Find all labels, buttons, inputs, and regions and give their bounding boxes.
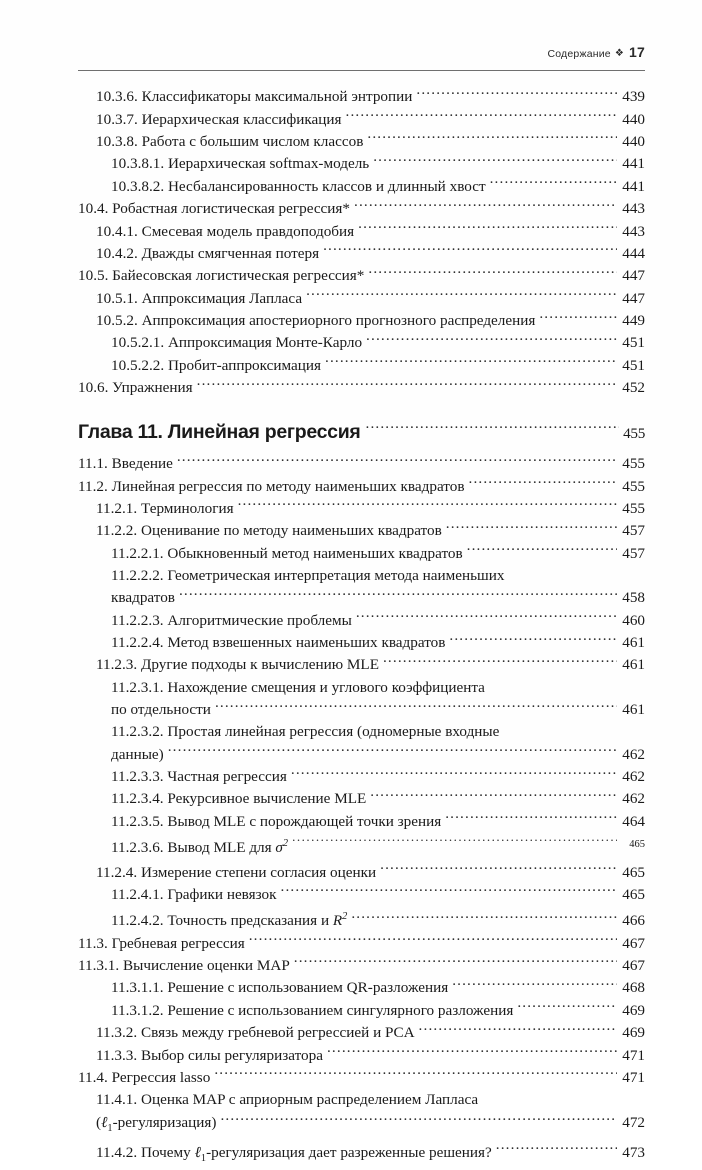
toc-entry[interactable]: [96, 1089, 645, 1111]
toc-entry-title: 11.2.3.5. Вывод MLE с порождающей точки зрения: [111, 812, 442, 830]
dot-leader: [370, 788, 617, 803]
toc-entry-title: 11.2.4.2. Точность предсказания и $R^2$: [111, 911, 348, 930]
dot-leader: [354, 198, 617, 213]
dot-leader: [467, 543, 617, 558]
toc-entry-title: 11.2.3.1. Нахождение смещения и углового коэффициента: [111, 678, 485, 696]
toc-entry-page: 455: [622, 477, 645, 495]
toc-entry[interactable]: [78, 198, 645, 220]
toc-entry[interactable]: [111, 699, 645, 721]
dot-leader: [197, 377, 617, 392]
toc-entry-title: 11.2.3.3. Частная регрессия: [111, 768, 287, 786]
toc-entry-page: 461: [622, 656, 645, 674]
dot-leader: [346, 108, 618, 123]
table-of-contents: [78, 86, 645, 1170]
toc-entry[interactable]: [78, 932, 645, 954]
toc-entry[interactable]: [111, 587, 645, 609]
dot-leader: [539, 310, 617, 325]
toc-entry[interactable]: [78, 955, 645, 977]
toc-entry-page: 466: [622, 912, 645, 930]
dot-leader: [356, 610, 617, 625]
toc-entry-title: 11.3.3. Выбор силы регуляризатора: [96, 1046, 323, 1064]
toc-entry[interactable]: [111, 906, 645, 932]
toc-entry-title: 11.2.3. Другие подходы к вычислению MLE: [96, 656, 379, 674]
toc-entry-page: 467: [622, 934, 645, 952]
dot-leader: [446, 520, 617, 535]
toc-entry[interactable]: [111, 811, 645, 833]
dot-leader: [445, 811, 617, 826]
toc-entry[interactable]: [111, 355, 645, 377]
toc-entry[interactable]: [96, 243, 645, 265]
toc-entry-title: 10.5.2. Аппроксимация апостериорного прогнозного распределения: [96, 312, 536, 330]
chapter-title: Глава 11. Линейная регрессия: [78, 420, 361, 443]
toc-entry-title: 11.2.3.4. Рекурсивное вычисление MLE: [111, 790, 367, 808]
toc-entry-page: 468: [622, 979, 645, 997]
toc-entry-page: 441: [622, 177, 645, 195]
toc-entry-title: 11.3.1.1. Решение с использованием QR-разложения: [111, 979, 449, 997]
toc-entry[interactable]: [111, 332, 645, 354]
toc-entry[interactable]: [96, 220, 645, 242]
toc-entry-page: 439: [622, 88, 645, 106]
toc-entry-title: 11.3. Гребневая регрессия: [78, 934, 245, 952]
toc-entry[interactable]: [96, 861, 645, 883]
toc-entry-title: 11.2.1. Терминология: [96, 499, 234, 517]
toc-entry[interactable]: [96, 86, 645, 108]
toc-entry-title: 11.4.1. Оценка MAP с априорным распределением Лапласа: [96, 1091, 479, 1109]
toc-entry[interactable]: [96, 654, 645, 676]
toc-entry-title: 10.4.2. Дважды смягченная потеря: [96, 244, 320, 262]
dot-leader: [373, 153, 617, 168]
running-header: [78, 44, 645, 60]
dot-leader: [380, 861, 617, 876]
toc-entry-page: 457: [622, 544, 645, 562]
toc-entry-title: квадратов: [111, 589, 175, 607]
toc-entry-page: 451: [622, 356, 645, 374]
dot-leader: [366, 332, 617, 347]
toc-entry[interactable]: [96, 108, 645, 130]
diamond-ornament-icon: ❖: [614, 48, 625, 59]
dot-leader: [291, 766, 617, 781]
toc-entry[interactable]: [96, 498, 645, 520]
dot-leader: [294, 955, 617, 970]
toc-entry[interactable]: [111, 766, 645, 788]
toc-entry-page: 444: [622, 244, 645, 262]
toc-entry-title: 11.4.2. Почему ℓ$_1$-регуляризация дает разреженные решения?: [96, 1142, 492, 1164]
toc-entry-title: 11.2.2.4. Метод взвешенных наименьших квадратов: [111, 634, 446, 652]
toc-entry-title: 10.3.8.2. Несбалансированность классов и длинный хвост: [111, 177, 486, 195]
toc-entry[interactable]: [111, 884, 645, 906]
toc-entry-title: 10.3.8.1. Иерархическая softmax-модель: [111, 155, 370, 173]
toc-entry[interactable]: [96, 131, 645, 153]
dot-leader: [215, 699, 617, 714]
toc-entry[interactable]: [111, 721, 645, 743]
toc-entry-page: 447: [622, 267, 645, 285]
dot-leader: [490, 176, 617, 191]
toc-entry-title: 10.5. Байесовская логистическая регрессия*: [78, 267, 365, 285]
toc-entry-page: 455: [622, 455, 645, 473]
toc-entry-page: 462: [622, 745, 645, 763]
toc-entry-title: 11.2.3.2. Простая линейная регрессия (одномерные входные: [111, 723, 500, 741]
toc-entry-title: 10.4. Робастная логистическая регрессия*: [78, 200, 351, 218]
dot-leader: [177, 453, 617, 468]
toc-entry-title: (ℓ$_1$-регуляризация): [96, 1113, 217, 1135]
toc-entry-page: 458: [622, 589, 645, 607]
dot-leader: [351, 910, 617, 925]
toc-entry-title: 10.5.1. Аппроксимация Лапласа: [96, 289, 303, 307]
toc-entry-title: 11.2.2. Оценивание по методу наименьших квадратов: [96, 522, 442, 540]
toc-entry-page: 473: [622, 1143, 645, 1161]
toc-entry-title: 11.3.2. Связь между гребневой регрессией и PCA: [96, 1024, 415, 1042]
toc-entry-page: 441: [622, 155, 645, 173]
dot-leader: [416, 86, 617, 101]
dot-leader: [292, 837, 617, 852]
dot-leader: [323, 243, 617, 258]
toc-entry-page: 464: [622, 812, 645, 830]
header-divider: [78, 70, 645, 71]
toc-entry-page: 443: [622, 200, 645, 218]
toc-entry-page: 449: [622, 312, 645, 330]
toc-entry[interactable]: [78, 475, 645, 497]
toc-entry[interactable]: [111, 565, 645, 587]
toc-entry[interactable]: [111, 543, 645, 565]
toc-entry[interactable]: [78, 1067, 645, 1089]
toc-entry[interactable]: [111, 176, 645, 198]
dot-leader: [281, 884, 617, 899]
dot-leader: [452, 977, 617, 992]
dot-leader: [214, 1067, 617, 1082]
chapter-heading-row[interactable]: [78, 418, 645, 446]
toc-entry-page: 471: [622, 1068, 645, 1086]
toc-entry-page: 455: [622, 499, 645, 517]
dot-leader: [469, 475, 617, 490]
toc-entry[interactable]: [78, 265, 645, 287]
toc-entry-page: 452: [622, 379, 645, 397]
dot-leader: [358, 220, 617, 235]
toc-entry-page: 440: [622, 110, 645, 128]
toc-entry-page: 472: [622, 1114, 645, 1132]
toc-entry-title: 11.2.2.1. Обыкновенный метод наименьших квадратов: [111, 544, 463, 562]
toc-entry[interactable]: [111, 977, 645, 999]
toc-entry-page: 457: [622, 522, 645, 540]
dot-leader: [366, 418, 620, 438]
toc-entry[interactable]: [96, 310, 645, 332]
toc-entry-title: 10.3.8. Работа с большим числом классов: [96, 132, 364, 150]
toc-entry-page: 461: [622, 634, 645, 652]
toc-entry-title: 11.2.4.1. Графики невязок: [111, 885, 277, 903]
toc-entry[interactable]: [111, 1000, 645, 1022]
dot-leader: [238, 498, 617, 513]
dot-leader: [368, 265, 617, 280]
dot-leader: [325, 355, 617, 370]
toc-group-chapter-10: [78, 86, 645, 399]
toc-entry-page: 461: [622, 701, 645, 719]
toc-entry[interactable]: [78, 453, 645, 475]
toc-entry-title: 11.3.1. Вычисление оценки MAP: [78, 956, 290, 974]
header-label: Содержание: [547, 48, 611, 60]
toc-entry-page: 467: [622, 956, 645, 974]
toc-entry[interactable]: [111, 153, 645, 175]
toc-entry[interactable]: [78, 377, 645, 399]
toc-entry-title: 11.2.2.2. Геометрическая интерпретация метода наименьших: [111, 566, 505, 584]
dot-leader: [168, 743, 617, 758]
toc-entry-title: 10.4.1. Смесевая модель правдоподобия: [96, 222, 355, 240]
dot-leader: [419, 1022, 617, 1037]
toc-entry-title: 11.2.3.6. Вывод MLE для $\sigma^2$: [111, 838, 289, 857]
toc-entry-page: 465: [622, 863, 645, 881]
toc-entry[interactable]: [96, 1141, 645, 1170]
toc-entry-title: 10.5.2.2. Пробит-аппроксимация: [111, 356, 321, 374]
toc-entry-page: 469: [622, 1024, 645, 1042]
dot-leader: [367, 131, 617, 146]
toc-entry-title: 11.2.2.3. Алгоритмические проблемы: [111, 611, 352, 629]
toc-entry[interactable]: [96, 288, 645, 310]
toc-entry-title: 11.4. Регрессия lasso: [78, 1068, 211, 1086]
toc-entry[interactable]: [111, 833, 645, 861]
toc-entry[interactable]: [96, 1022, 645, 1044]
toc-entry-page: 465: [629, 839, 645, 851]
toc-entry[interactable]: [96, 1111, 645, 1140]
page-number: 17: [629, 44, 645, 60]
chapter-page-number: 455: [623, 424, 645, 442]
toc-entry-title: 11.2. Линейная регрессия по методу наименьших квадратов: [78, 477, 465, 495]
toc-entry-title: 11.3.1.2. Решение с использованием сингулярного разложения: [111, 1001, 514, 1019]
toc-entry-page: 443: [622, 222, 645, 240]
toc-entry-page: 471: [622, 1046, 645, 1064]
dot-leader: [306, 288, 617, 303]
toc-entry[interactable]: [111, 788, 645, 810]
toc-entry-page: 462: [622, 768, 645, 786]
toc-entry[interactable]: [111, 743, 645, 765]
toc-entry[interactable]: [111, 610, 645, 632]
toc-entry-title: 11.2.4. Измерение степени согласия оценки: [96, 863, 377, 881]
toc-entry[interactable]: [96, 1044, 645, 1066]
toc-entry-title: 11.1. Введение: [78, 455, 173, 473]
toc-entry-page: 460: [622, 611, 645, 629]
dot-leader: [383, 654, 617, 669]
dot-leader: [249, 932, 617, 947]
dot-leader: [496, 1141, 617, 1156]
toc-entry-page: 465: [622, 885, 645, 903]
toc-entry-page: 462: [622, 790, 645, 808]
dot-leader: [517, 1000, 617, 1015]
toc-entry-title: 10.5.2.1. Аппроксимация Монте-Карло: [111, 334, 363, 352]
dot-leader: [220, 1112, 617, 1127]
dot-leader: [179, 587, 617, 602]
toc-entry-page: 440: [622, 132, 645, 150]
toc-entry-page: 451: [622, 334, 645, 352]
toc-entry-page: 469: [622, 1001, 645, 1019]
toc-entry-title: данные): [111, 745, 164, 763]
toc-entry[interactable]: [96, 520, 645, 542]
toc-entry-title: 10.3.6. Классификаторы максимальной энтропии: [96, 88, 413, 106]
toc-entry-title: 10.3.7. Иерархическая классификация: [96, 110, 342, 128]
toc-entry-title: 10.6. Упражнения: [78, 379, 193, 397]
toc-entry[interactable]: [111, 632, 645, 654]
toc-entry-page: 447: [622, 289, 645, 307]
toc-group-chapter-11: [78, 453, 645, 1170]
toc-entry[interactable]: [111, 677, 645, 699]
dot-leader: [449, 632, 617, 647]
dot-leader: [327, 1044, 617, 1059]
toc-entry-title: по отдельности: [111, 701, 211, 719]
